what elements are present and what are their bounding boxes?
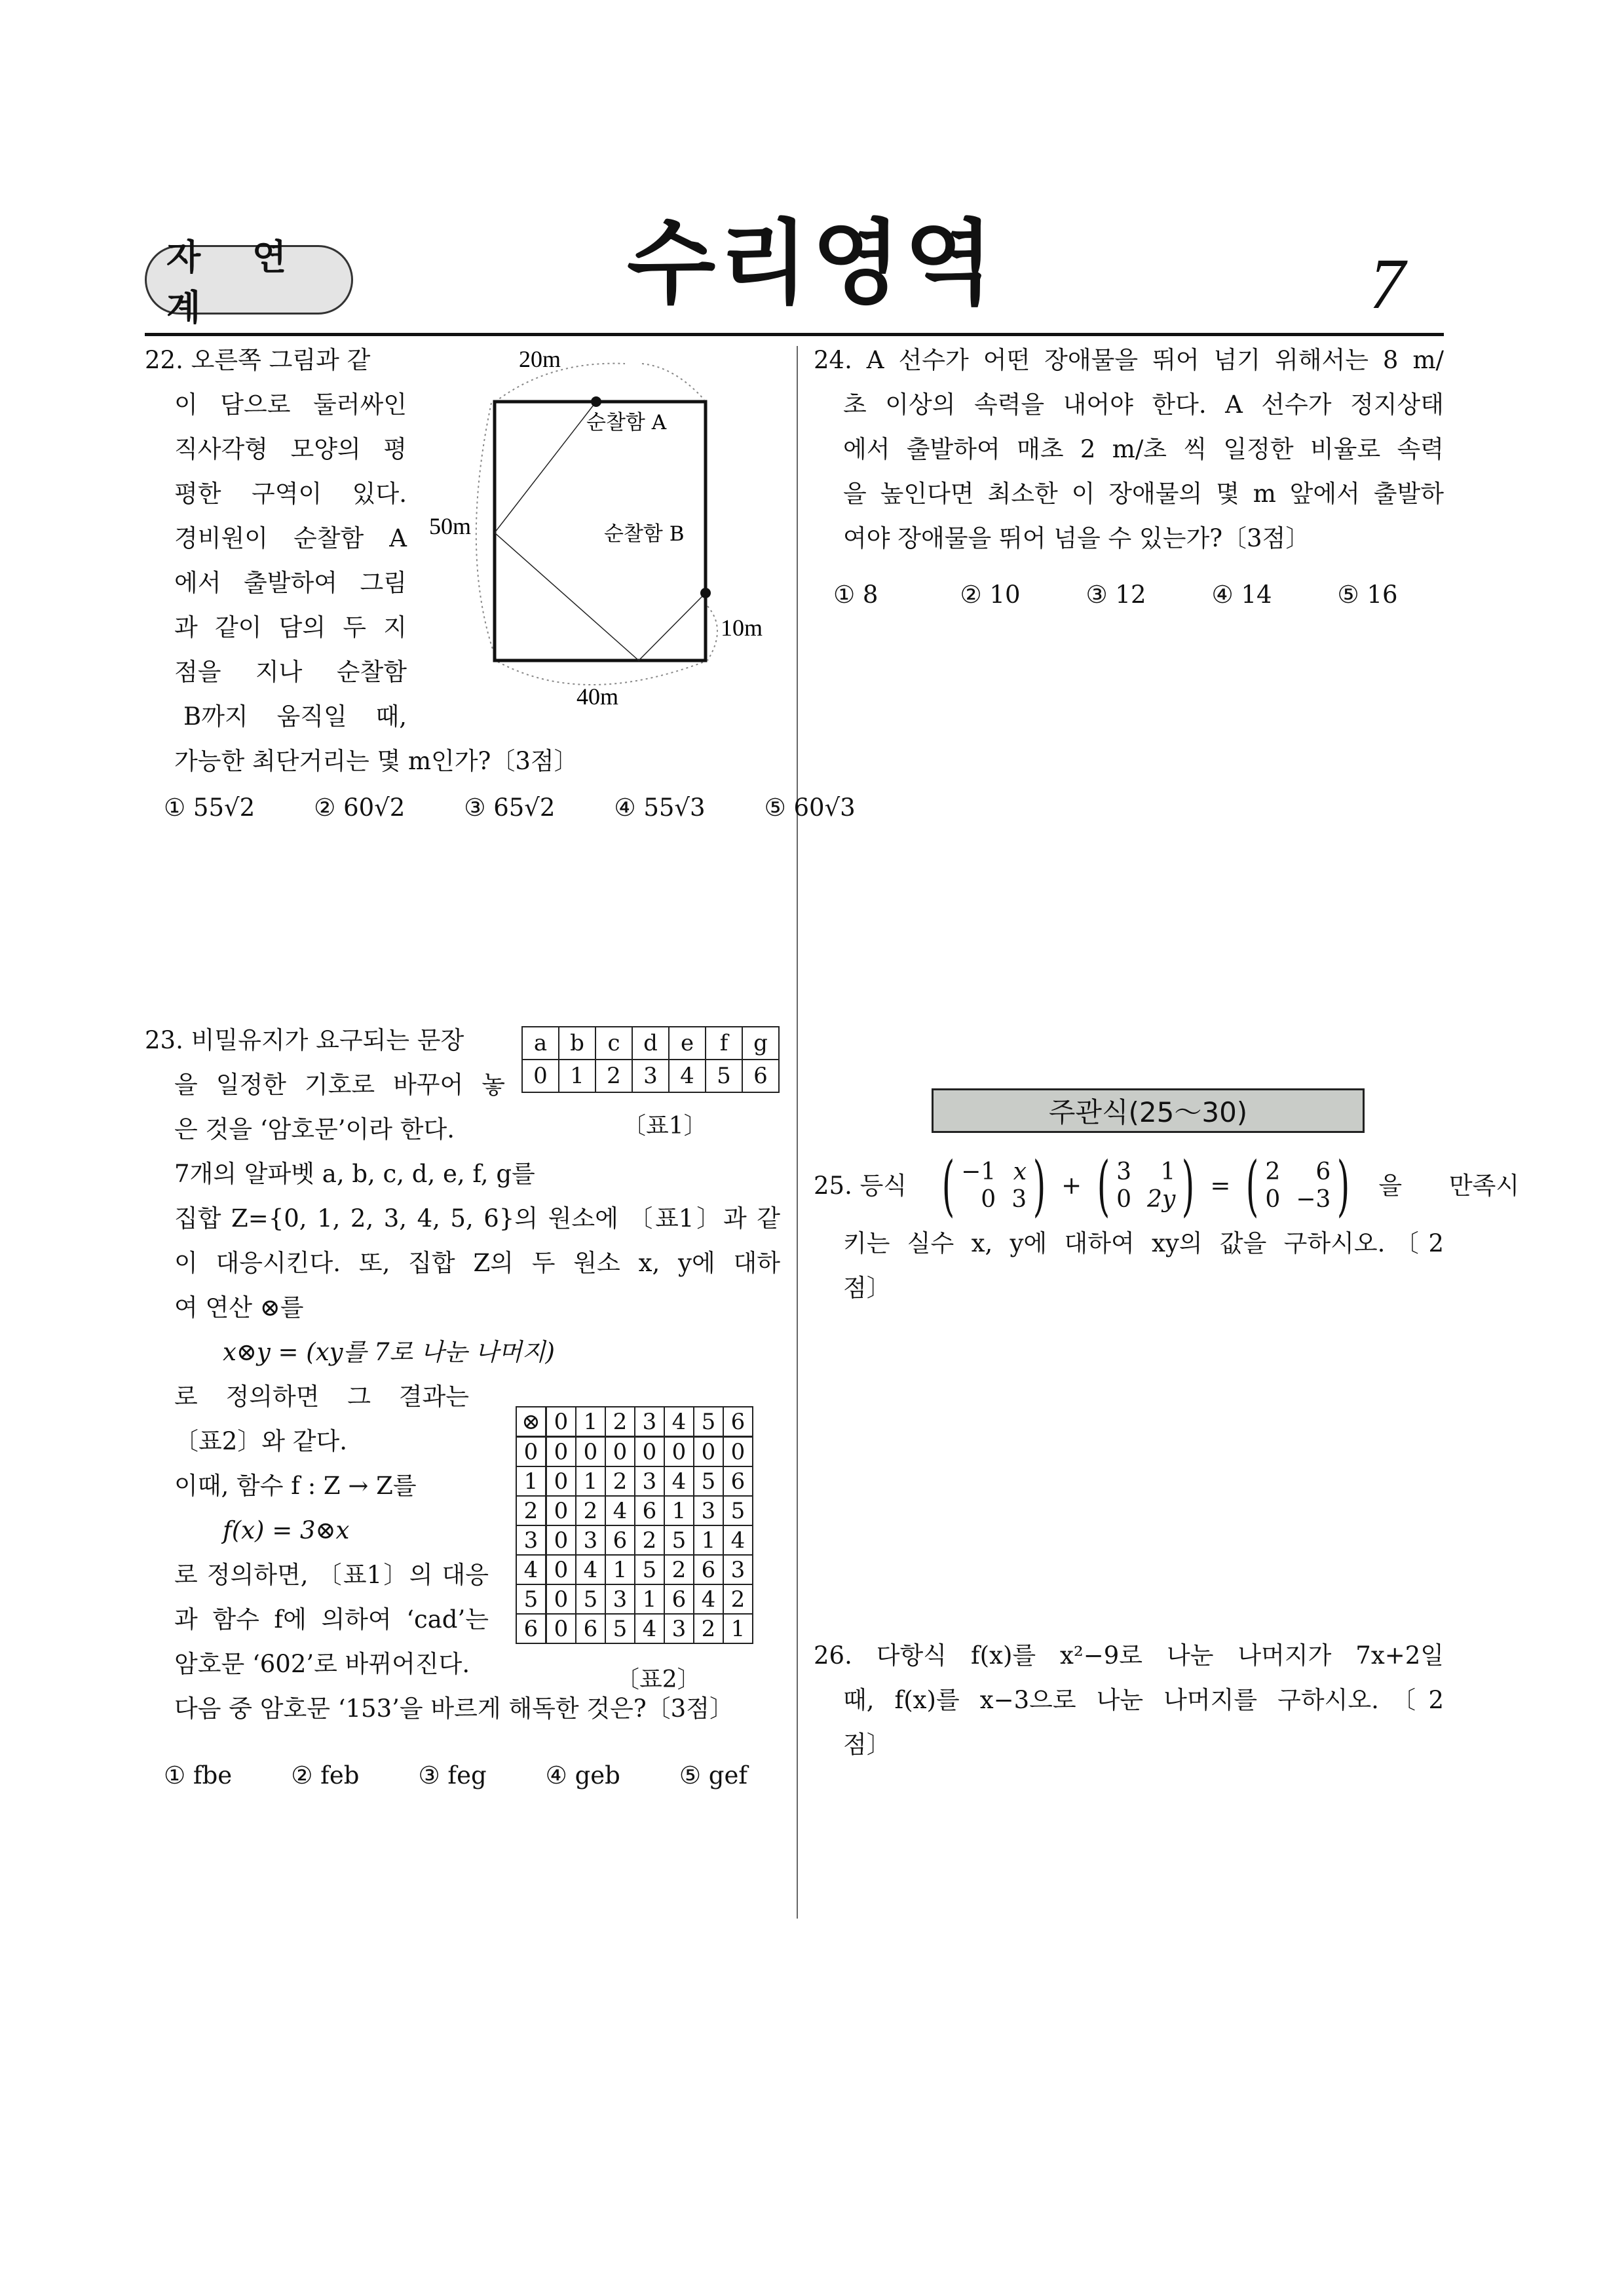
q23-line: 〔표2〕와 같다. xyxy=(174,1427,348,1455)
table1-cell: 2 xyxy=(595,1060,632,1092)
table2-cell: 1 xyxy=(576,1407,605,1437)
q25-suffix: 을 만족시 xyxy=(1378,1172,1520,1200)
table2-cell: 2 xyxy=(694,1614,723,1643)
q26-line: 26. 다항식 f(x)를 x²−9로 나눈 나머지가 7x+2일 xyxy=(814,1641,1444,1670)
table2-cell: 0 xyxy=(546,1496,576,1525)
table2-cell: 3 xyxy=(635,1407,664,1437)
choice-4[interactable]: ④ geb xyxy=(545,1761,620,1789)
table1-cell: b xyxy=(559,1027,595,1060)
point-b-marker xyxy=(700,588,711,598)
table2-row xyxy=(516,1614,753,1643)
plus-sign: + xyxy=(1061,1172,1082,1200)
table2-cell: 1 xyxy=(723,1614,753,1643)
table1-cell: c xyxy=(595,1027,632,1060)
table1-cell: 3 xyxy=(632,1060,669,1092)
page-number: 7 xyxy=(1369,244,1405,324)
table2-cell: 0 xyxy=(546,1525,576,1555)
q23-choices xyxy=(164,1763,747,1789)
table2-cell: 4 xyxy=(694,1584,723,1614)
table2-row xyxy=(516,1407,753,1437)
label-10m: 10m xyxy=(721,615,763,641)
table2-cell: 4 xyxy=(605,1496,635,1525)
table2-cell: 5 xyxy=(635,1555,664,1584)
q22-figure xyxy=(419,341,799,721)
table2-cell: 0 xyxy=(723,1437,753,1467)
table2-cell: 0 xyxy=(576,1437,605,1467)
table2-cell: 0 xyxy=(546,1437,576,1467)
choice-3[interactable]: ③ feg xyxy=(418,1761,487,1789)
choice-1[interactable]: ① 55√2 xyxy=(164,794,255,822)
q25-line: 점〕 xyxy=(843,1274,891,1302)
table2-cell: 0 xyxy=(546,1555,576,1584)
table2-cell: 3 xyxy=(694,1496,723,1525)
q23-line: 로 정의하면 그 결과는 xyxy=(174,1383,469,1411)
matrix-1: ( −1 x 0 3 ) xyxy=(941,1147,1046,1224)
table2-cell: 0 xyxy=(635,1437,664,1467)
table2-cell: 5 xyxy=(723,1496,753,1525)
q23-line: 암호문 ‘602’로 바뀌어진다. xyxy=(174,1650,470,1678)
q22-line: 과 같이 담의 두 지 xyxy=(174,613,407,641)
table1-cell: 1 xyxy=(559,1060,595,1092)
label-40m: 40m xyxy=(576,683,619,710)
header-rule xyxy=(145,333,1444,336)
choice-3[interactable]: ③ 65√2 xyxy=(464,794,556,822)
table2-cell: 3 xyxy=(516,1525,546,1555)
table1-cell: d xyxy=(632,1027,669,1060)
table2-cell: 4 xyxy=(516,1555,546,1584)
table2-cell: 0 xyxy=(516,1437,546,1467)
table2-cell: 0 xyxy=(546,1407,576,1437)
table1-cell: 0 xyxy=(522,1060,559,1092)
q23-line: 은 것을 ‘암호문’이라 한다. xyxy=(174,1115,455,1143)
choice-1[interactable]: ① 8 xyxy=(833,581,878,609)
table2-row xyxy=(516,1437,753,1467)
table2-cell: 0 xyxy=(664,1437,694,1467)
table2-cell: 5 xyxy=(605,1614,635,1643)
table2-cell: 6 xyxy=(576,1614,605,1643)
table2-cell: 6 xyxy=(664,1584,694,1614)
table1-cell: e xyxy=(669,1027,706,1060)
table2-cell: 2 xyxy=(635,1525,664,1555)
choice-3[interactable]: ③ 12 xyxy=(1086,581,1146,609)
table2-cell: 2 xyxy=(664,1555,694,1584)
table2-cell: 1 xyxy=(664,1496,694,1525)
q24-line: 24. A 선수가 어떤 장애물을 뛰어 넘기 위해서는 8 m/ xyxy=(814,346,1444,374)
q22-line: 에서 출발하여 그림 xyxy=(174,569,407,597)
q24-line: 에서 출발하여 매초 2 m/초 씩 일정한 비율로 속력 xyxy=(843,435,1444,463)
table2-caption: 〔표2〕 xyxy=(616,1666,701,1693)
table2-cell: 1 xyxy=(576,1466,605,1496)
q22-line: 가능한 최단거리는 몇 m인가?〔3점〕 xyxy=(174,747,578,775)
table2-cell: 0 xyxy=(546,1466,576,1496)
q24-line: 여야 장애물을 뛰어 넘을 수 있는가?〔3점〕 xyxy=(843,524,1310,552)
table2-cell: 3 xyxy=(576,1525,605,1555)
choice-2[interactable]: ② 10 xyxy=(960,581,1021,609)
q23-line: 다음 중 암호문 ‘153’을 바르게 해독한 것은?〔3점〕 xyxy=(174,1694,734,1723)
table2-cell: 0 xyxy=(546,1584,576,1614)
matrix-3: ( 2 6 0 −3 ) xyxy=(1246,1147,1350,1224)
table1-cell: g xyxy=(742,1027,779,1060)
q22-line: B까지 움직일 때, xyxy=(183,702,407,731)
table2-row xyxy=(516,1466,753,1496)
table2-cell: 2 xyxy=(605,1407,635,1437)
q23-line: 7개의 알파벳 a, b, c, d, e, f, g를 xyxy=(174,1160,535,1188)
q26-line: 점〕 xyxy=(843,1731,891,1759)
table2-cell: 4 xyxy=(635,1614,664,1643)
label-point-a: 순찰함 A xyxy=(586,411,667,434)
table2-cell: 3 xyxy=(664,1614,694,1643)
table2-cell: ⊗ xyxy=(516,1407,546,1437)
table2-cell: 4 xyxy=(664,1407,694,1437)
table1-cell: 5 xyxy=(706,1060,742,1092)
table2-cell: 5 xyxy=(694,1466,723,1496)
table2-cell: 6 xyxy=(723,1407,753,1437)
q23-line: 이 대응시킨다. 또, 집합 Z의 두 원소 x, y에 대하 xyxy=(174,1249,780,1277)
table1-cell: 4 xyxy=(669,1060,706,1092)
q23-line: 23. 비밀유지가 요구되는 문장 xyxy=(145,1026,464,1054)
q23-line: 로 정의하면, 〔표1〕의 대응 xyxy=(174,1561,489,1589)
page-title: 수리영역 xyxy=(627,210,997,317)
choice-2[interactable]: ② feb xyxy=(291,1761,360,1789)
q24-choices xyxy=(833,582,1398,608)
table2-cell: 4 xyxy=(723,1525,753,1555)
equals-sign: = xyxy=(1210,1172,1231,1200)
table2-row xyxy=(516,1555,753,1584)
table2-cell: 3 xyxy=(723,1555,753,1584)
point-a-marker xyxy=(591,396,601,407)
table2-cell: 0 xyxy=(605,1437,635,1467)
choice-2[interactable]: ② 60√2 xyxy=(314,794,406,822)
subjective-section-header: 주관식(25～30) xyxy=(932,1088,1365,1133)
q23-line: 이때, 함수 f : Z → Z를 xyxy=(174,1472,417,1500)
table2-cell: 1 xyxy=(694,1525,723,1555)
label-50m: 50m xyxy=(429,513,472,539)
table2-cell: 0 xyxy=(694,1437,723,1467)
q25-prefix: 25. 등식 xyxy=(814,1172,907,1200)
q26-line: 때, f(x)를 x−3으로 나눈 나머지를 구하시오.〔2 xyxy=(843,1686,1444,1714)
q22-line: 점을 지나 순찰함 xyxy=(174,658,407,686)
table1-cell: f xyxy=(706,1027,742,1060)
choice-5[interactable]: ⑤ gef xyxy=(679,1761,748,1789)
table2-row xyxy=(516,1525,753,1555)
table2-cell: 5 xyxy=(664,1525,694,1555)
choice-5[interactable]: ⑤ 16 xyxy=(1337,581,1398,609)
table1 xyxy=(521,1026,780,1093)
table2-cell: 4 xyxy=(664,1466,694,1496)
table2-cell: 6 xyxy=(516,1614,546,1643)
q25-equation xyxy=(814,1147,1520,1224)
table2-cell: 3 xyxy=(635,1466,664,1496)
table2-cell: 6 xyxy=(605,1525,635,1555)
table2-cell: 0 xyxy=(546,1614,576,1643)
q24-line: 초 이상의 속력을 내어야 한다. A 선수가 정지상태 xyxy=(843,391,1444,419)
table2-row xyxy=(516,1584,753,1614)
q24-line: 을 높인다면 최소한 이 장애물의 몇 m 앞에서 출발하 xyxy=(843,480,1444,508)
table2-cell: 2 xyxy=(605,1466,635,1496)
table2-cell: 5 xyxy=(694,1407,723,1437)
table2-cell: 5 xyxy=(576,1584,605,1614)
choice-4[interactable]: ④ 14 xyxy=(1211,581,1272,609)
q22-line: 이 담으로 둘러싸인 xyxy=(174,391,407,419)
label-20m: 20m xyxy=(519,346,561,372)
table2-cell: 1 xyxy=(635,1584,664,1614)
q22-line: 22. 오른쪽 그림과 같 xyxy=(145,346,371,374)
table2-cell: 5 xyxy=(516,1584,546,1614)
table2-cell: 4 xyxy=(576,1555,605,1584)
table1-cell: 6 xyxy=(742,1060,779,1092)
table2-cell: 6 xyxy=(635,1496,664,1525)
table1-caption: 〔표1〕 xyxy=(622,1113,708,1139)
choice-1[interactable]: ① fbe xyxy=(164,1761,233,1789)
q22-choices xyxy=(164,795,856,821)
q25-line: 키는 실수 x, y에 대하여 xy의 값을 구하시오.〔2 xyxy=(843,1229,1444,1257)
choice-5[interactable]: ⑤ 60√3 xyxy=(764,794,856,822)
q22-line: 경비원이 순찰함 A xyxy=(174,524,407,552)
choice-4[interactable]: ④ 55√3 xyxy=(614,794,706,822)
table2-cell: 2 xyxy=(576,1496,605,1525)
table2-cell: 2 xyxy=(723,1584,753,1614)
table2-cell: 1 xyxy=(516,1466,546,1496)
table2-cell: 3 xyxy=(605,1584,635,1614)
table2-cell: 2 xyxy=(516,1496,546,1525)
q22-line: 평한 구역이 있다. xyxy=(174,480,407,508)
dim-arc-bottom xyxy=(498,662,704,685)
q23-line: 을 일정한 기호로 바꾸어 놓 xyxy=(174,1071,505,1099)
q23-function-def: f(x) = 3⊗x xyxy=(223,1516,350,1544)
table2-cell: 1 xyxy=(605,1555,635,1584)
q23-operation-def: x⊗y = (xy를 7로 나눈 나머지) xyxy=(223,1338,555,1366)
q23-line: 여 연산 ⊗를 xyxy=(174,1293,304,1322)
table2-cell: 6 xyxy=(723,1466,753,1496)
q23-line: 집합 Z={0, 1, 2, 3, 4, 5, 6}의 원소에 〔표1〕과 같 xyxy=(174,1204,780,1233)
matrix-2: ( 3 1 0 2y ) xyxy=(1097,1147,1195,1224)
table2 xyxy=(516,1406,753,1644)
table2-row xyxy=(516,1496,753,1525)
table2-cell: 6 xyxy=(694,1555,723,1584)
q22-line: 직사각형 모양의 평 xyxy=(174,435,407,463)
q23-line: 과 함수 f에 의하여 ‘cad’는 xyxy=(174,1605,489,1634)
table1-cell: a xyxy=(522,1027,559,1060)
label-point-b: 순찰함 B xyxy=(604,522,685,546)
track-badge: 자 연 계 xyxy=(145,245,353,315)
dim-arc-right xyxy=(708,606,717,660)
